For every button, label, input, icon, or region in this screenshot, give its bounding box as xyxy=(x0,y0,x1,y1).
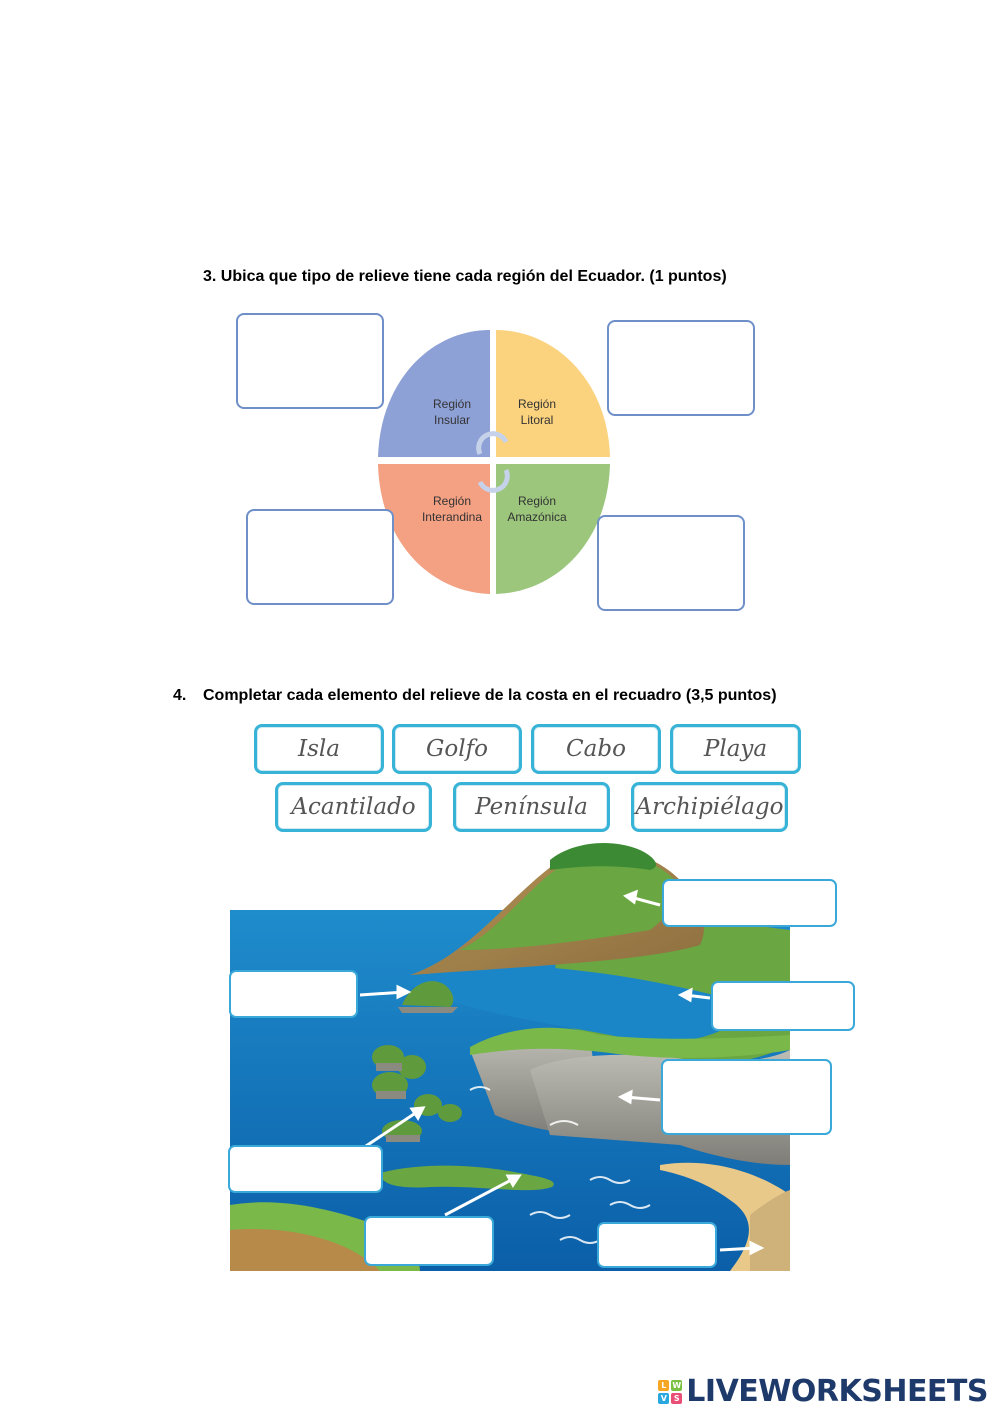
word-card-acantilado[interactable]: Acantilado xyxy=(275,782,432,832)
label-region-interandina: Región Interandina xyxy=(421,494,483,524)
logo-grid-icon xyxy=(658,1380,682,1404)
logo-text: LIVEWORKSHEETS xyxy=(686,1374,988,1409)
label-region-amazonica: Región Amazónica xyxy=(507,494,567,524)
question-4-title: Completar cada elemento del relieve de la costa en el recuadro (3,5 puntos) xyxy=(203,687,777,704)
answer-box-insular[interactable] xyxy=(236,313,384,409)
answer-box-gulf[interactable] xyxy=(711,981,855,1031)
answer-box-interandina[interactable] xyxy=(246,509,394,605)
question-3-title: 3. Ubica que tipo de relieve tiene cada región del Ecuador. (1 puntos) xyxy=(203,268,727,285)
answer-box-beach[interactable] xyxy=(597,1222,717,1268)
logo-letter: L xyxy=(658,1380,669,1391)
logo-letter: V xyxy=(658,1393,669,1404)
label-region-insular: Región Insular xyxy=(432,397,472,427)
word-card-cabo[interactable]: Cabo xyxy=(531,724,661,774)
answer-box-amazonica[interactable] xyxy=(597,515,745,611)
word-card-peninsula[interactable]: Península xyxy=(453,782,610,832)
quadrant-insular xyxy=(378,330,490,457)
answer-box-cabo-hill[interactable] xyxy=(662,879,837,927)
liveworksheets-logo xyxy=(658,1374,988,1409)
answer-box-archipelago[interactable] xyxy=(228,1145,383,1193)
quadrant-amazonica xyxy=(496,464,610,594)
answer-box-litoral[interactable] xyxy=(607,320,755,416)
regions-diagram xyxy=(370,322,620,602)
logo-letter: S xyxy=(671,1393,682,1404)
word-card-golfo[interactable]: Golfo xyxy=(392,724,522,774)
label-region-litoral: Región Litoral xyxy=(517,397,557,427)
quadrant-litoral xyxy=(496,330,610,457)
answer-box-island[interactable] xyxy=(229,970,358,1018)
answer-box-peninsula[interactable] xyxy=(364,1216,494,1266)
word-card-playa[interactable]: Playa xyxy=(670,724,801,774)
word-card-archipielago[interactable]: Archipiélago xyxy=(631,782,788,832)
logo-letter: W xyxy=(672,1380,682,1390)
answer-box-cliffs[interactable] xyxy=(661,1059,832,1135)
quadrant-interandina xyxy=(378,464,490,594)
word-card-isla[interactable]: Isla xyxy=(254,724,384,774)
question-4-number: 4. xyxy=(173,687,187,704)
